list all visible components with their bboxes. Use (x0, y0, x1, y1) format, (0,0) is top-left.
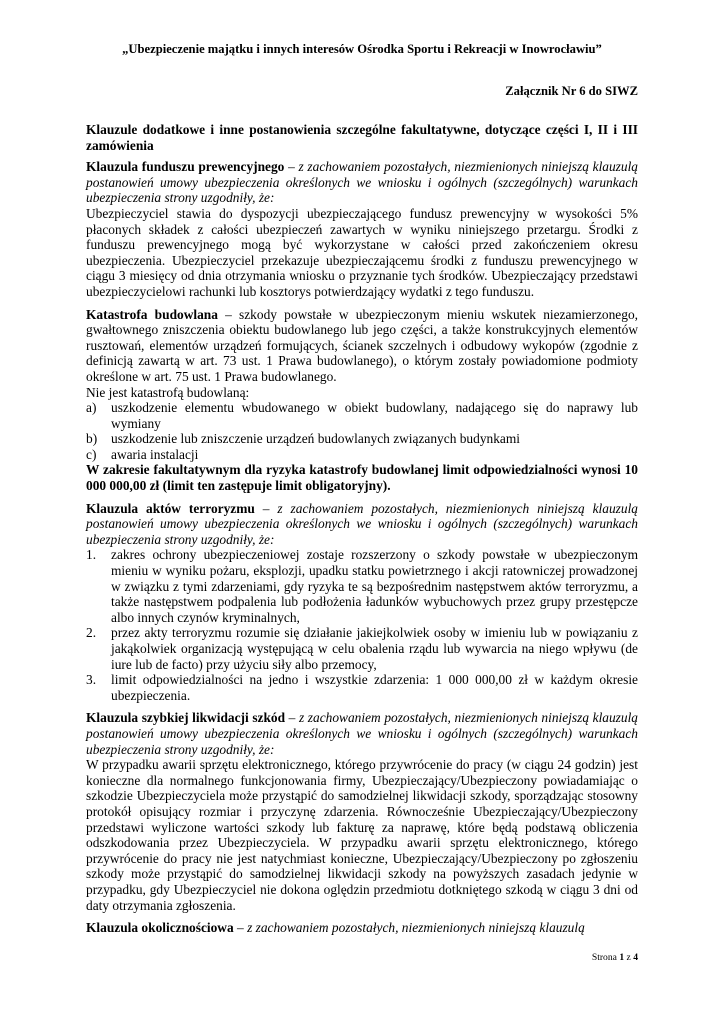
catastrophe-exclusions-list (86, 400, 638, 462)
main-title: Klauzule dodatkowe i inne postanowienia szczególne fakultatywne, dotyczące części I, II i III zamówienia (86, 122, 638, 153)
prevention-intro (86, 159, 638, 206)
section-terrorism (86, 501, 638, 704)
prevention-intro-text: – z zachowaniem pozostałych, niezmienionych niniejszą klauzulą postanowień umowy ubezpieczenia określonych we wniosku i ogólnych (szczególnych) warunkach ubezpieczenia strony uzgodniły, że: (86, 159, 638, 206)
quick-claims-intro-text: – z zachowaniem pozostałych, niezmienionych niniejszą klauzulą postanowień umowy ubezpieczenia określonych we wniosku i ogólnych (szczególnych) warunkach ubezpieczenia strony uzgodniły, że: (86, 710, 638, 757)
section-circumstantial (86, 920, 638, 936)
list-item (86, 625, 638, 672)
list-item (86, 447, 638, 463)
catastrophe-limit: W zakresie fakultatywnym dla ryzyka katastrofy budowlanej limit odpowiedzialności wynosi 10 000 000,00 zł (limit ten zastępuje limit obligatoryjny). (86, 462, 638, 494)
terrorism-intro-text: – z zachowaniem pozostałych, niezmienionych niniejszą klauzulą postanowień umowy ubezpieczenia określonych we wniosku i ogólnych (szczególnych) warunkach ubezpieczenia strony uzgodniły, że: (86, 500, 638, 547)
section-catastrophe (86, 307, 638, 494)
document-content (86, 42, 638, 936)
list-marker: a) (86, 400, 97, 416)
terrorism-list (86, 547, 638, 703)
list-item-text: uszkodzenie lub zniszczenie urządzeń budowlanych związanych budynkami (111, 431, 520, 447)
catastrophe-not-label: Nie jest katastrofą budowlaną: (86, 384, 250, 400)
catastrophe-definition (86, 307, 638, 385)
list-marker: 3. (86, 672, 97, 688)
list-item-text: zakres ochrony ubezpieczeniowej zostaje rozszerzony o szkody powstałe w ubezpieczonym mieniu w wyniku pożaru, eksplozji, upadku statku powietrznego i akcji ratowniczej prowadzonej w związku z tymi zdarzeniami, gdy ryzyka te są bezpośrednim następstwem aktów terroryzmu, a także następstwem podpalenia lub podłożenia ładunków wybuchowych przez grupy przestępcze albo innych czynów kryminalnych, (111, 547, 638, 625)
prevention-title: Klauzula funduszu prewencyjnego (86, 159, 285, 175)
list-marker: b) (86, 431, 98, 447)
prevention-body: Ubezpieczyciel stawia do dyspozycji ubezpieczającego fundusz prewencyjny w wysokości 5% płaconych składek z całości ubezpieczeń zawartych w wyniku niniejszego przetargu. Środki z funduszu prewencyjnego mogą być wykorzystane w całości przed zakończeniem okresu ubezpieczenia. Ubezpieczyciel przekazuje ubezpieczającemu środki z funduszu prewencyjnego w ciągu 3 miesięcy od dnia otrzymania wniosku o przyznanie tych środków. Ubezpieczający przedstawi ubezpieczycielowi rachunki lub kosztorys potwierdzający wydatki z tego funduszu. (86, 205, 638, 299)
quick-claims-body: W przypadku awarii sprzętu elektronicznego, którego przywrócenie do pracy (w ciągu 24 godzin) jest konieczne dla normalnego funkcjonowania firmy, Ubezpieczający/Ubezpieczony powiadamiając o szkodzie Ubezpieczyciela może przystąpić do samodzielnej likwidacji szkody, sporządzając stosowny protokół opisujący rozmiar i przyczynę zdarzenia. Równocześnie Ubezpieczający/Ubezpieczony przedstawi wyliczone wartości szkody lub fakturę za naprawę, które będą podstawą obliczenia odszkodowania przez Ubezpieczyciela. W przypadku awarii sprzętu elektronicznego, którego przywrócenie do pracy nie jest natychmiast konieczne, Ubezpieczający/Ubezpieczony po zgłoszeniu szkody może przystąpić do samodzielnej likwidacji szkody na powyższych zasadach jedynie w przypadku, gdy Ubezpieczyciel nie dokona oględzin przedmiotu dotkniętego szkodą w ciągu 3 dni od daty otrzymania zgłoszenia. (86, 757, 638, 913)
terrorism-intro (86, 501, 638, 548)
catastrophe-body: – szkody powstałe w ubezpieczonym mieniu wskutek niezamierzonego, gwałtownego zniszczenia obiektu budowlanego lub jego części, a także konstrukcyjnych elementów rusztowań, elementów urządzeń formujących, ścianek szczelnych i odbudowy wykopów (zgodnie z definicją zawartą w art. 73 ust. 1 Prawa budowlanego), o którym zostały powiadomione podmioty określone w art. 75 ust. 1 Prawa budowlanego. (86, 306, 638, 384)
quick-claims-intro (86, 710, 638, 757)
list-item (86, 672, 638, 703)
list-marker: c) (86, 446, 97, 462)
section-quick-claims (86, 710, 638, 913)
section-prevention-fund (86, 159, 638, 299)
page-footer (592, 952, 638, 964)
list-item (86, 400, 638, 431)
quick-claims-title: Klauzula szybkiej likwidacji szkód (86, 710, 286, 726)
list-marker: 2. (86, 625, 97, 641)
list-item-text: awaria instalacji (111, 446, 199, 462)
list-item-text: limit odpowiedzialności na jedno i wszystkie zdarzenia: 1 000 000,00 zł w każdym okresie ubezpieczenia. (111, 672, 638, 703)
list-marker: 1. (86, 547, 97, 563)
total-pages: 4 (633, 952, 638, 963)
circumstantial-intro (86, 920, 638, 936)
circumstantial-title: Klauzula okolicznościowa (86, 920, 234, 936)
list-item (86, 431, 638, 447)
catastrophe-title: Katastrofa budowlana (86, 306, 218, 322)
footer-label: Strona (591, 952, 617, 963)
circumstantial-intro-text: – z zachowaniem pozostałych, niezmienionych niniejszą klauzulą (233, 920, 585, 936)
list-item-text: uszkodzenie elementu wbudowanego w obiekt budowlany, nadającego się do naprawy lub wymiany (111, 400, 638, 431)
footer-sep: z (626, 952, 631, 963)
terrorism-title: Klauzula aktów terroryzmu (86, 500, 255, 516)
document-header: „Ubezpieczenie majątku i innych interesów Ośrodka Sportu i Rekreacji w Inowrocławiu” (122, 42, 602, 56)
current-page-number: 1 (619, 952, 625, 963)
annex-label: Załącznik Nr 6 do SIWZ (505, 84, 638, 98)
list-item-text: przez akty terroryzmu rozumie się działanie jakiejkolwiek osoby w imieniu lub w powiązaniu z jakąkolwiek organizacją występującą w celu obalenia rządu lub wywarcia na niego wpływu (de iure lub de facto) przy użyciu siły albo przemocy, (111, 625, 638, 672)
list-item (86, 547, 638, 625)
